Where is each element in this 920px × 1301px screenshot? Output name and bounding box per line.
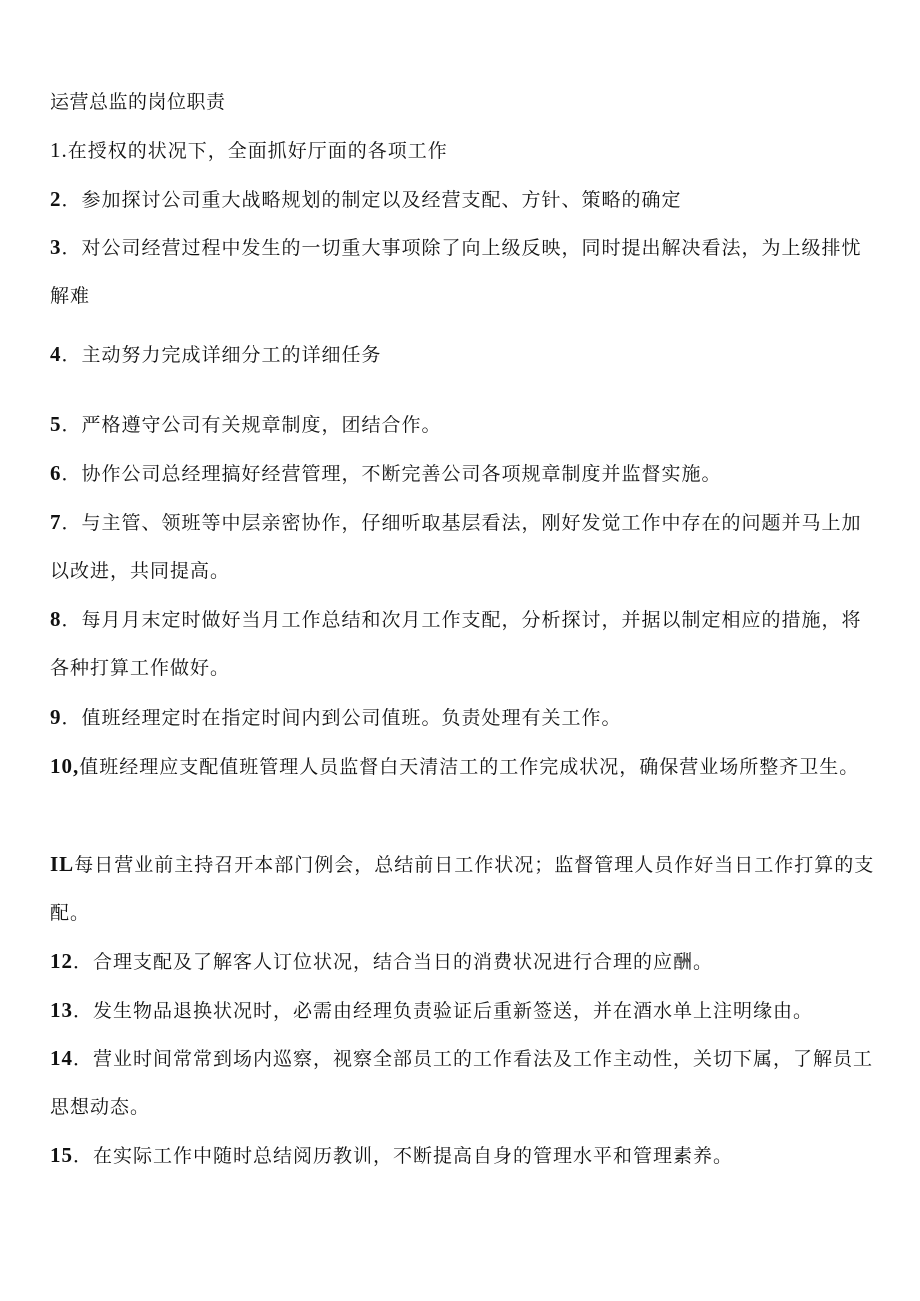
item-number: 12: [50, 949, 73, 973]
item-text: ．在实际工作中随时总结阅历教训，不断提高自身的管理水平和管理素养。: [73, 1145, 734, 1167]
item-text: 在授权的状况下，全面抓好厅面的各项工作: [67, 140, 448, 162]
item-text: 每日营业前主持召开本部门例会，总结前日工作状况；监督管理人员作好当日工作打算的支配。: [50, 854, 875, 924]
list-item: [50, 498, 880, 595]
item-number: 4: [50, 342, 62, 366]
item-text: ．严格遵守公司有关规章制度，团结合作。: [61, 414, 442, 436]
list-item: [50, 449, 880, 498]
item-text: ．对公司经营过程中发生的一切重大事项除了向上级反映，同时提出解决看法，为上级排忧解难: [50, 237, 862, 307]
list-item: [50, 595, 880, 692]
list-item: [50, 937, 880, 986]
item-number: 7: [50, 510, 62, 534]
item-text: ．协作公司总经理搞好经营管理，不断完善公司各项规章制度并监督实施。: [61, 463, 722, 485]
item-number: 15: [50, 1143, 73, 1167]
item-number: 8: [50, 607, 62, 631]
item-text: ．与主管、领班等中层亲密协作，仔细听取基层看法，刚好发觉工作中存在的问题并马上加以改进，共同提高。: [50, 512, 862, 582]
document-title: 运营总监的岗位职责: [50, 91, 226, 113]
item-number: 5: [50, 412, 62, 436]
list-item: [50, 693, 880, 742]
item-text: ．每月月末定时做好当月工作总结和次月工作支配，分析探讨，并据以制定相应的措施，将各种打算工作做好。: [50, 609, 862, 679]
item-text: ．合理支配及了解客人订位状况，结合当日的消费状况进行合理的应酬。: [73, 951, 714, 973]
item-number: IL: [50, 852, 75, 876]
item-text: ．主动努力完成详细分工的详细任务: [61, 344, 382, 366]
list-item: [50, 126, 880, 175]
item-text: ．参加探讨公司重大战略规划的制定以及经营支配、方针、策略的确定: [61, 189, 682, 211]
item-text: 值班经理应支配值班管理人员监督白天清洁工的工作完成状况，确保营业场所整齐卫生。: [79, 756, 860, 778]
item-text: ．营业时间常常到场内巡察，视察全部员工的工作看法及工作主动性，关切下属，了解员工思想动态。: [50, 1048, 874, 1118]
list-item: [50, 1034, 880, 1131]
item-number: 2: [50, 187, 62, 211]
item-number: 10,: [50, 754, 80, 778]
list-item: [50, 400, 880, 449]
list-item: [50, 223, 880, 320]
item-number: 9: [50, 705, 62, 729]
list-item: [50, 986, 880, 1035]
item-number: 6: [50, 461, 62, 485]
item-number: 3: [50, 235, 62, 259]
list-item: [50, 742, 880, 791]
list-item: [50, 330, 880, 379]
item-number: 14: [50, 1046, 73, 1070]
list-item: [50, 1131, 880, 1180]
item-text: ．发生物品退换状况时，必需由经理负责验证后重新签送，并在酒水单上注明缘由。: [73, 1000, 814, 1022]
item-number: 1.: [50, 138, 68, 162]
item-text: ．值班经理定时在指定时间内到公司值班。负责处理有关工作。: [61, 707, 622, 729]
item-number: 13: [50, 998, 73, 1022]
list-item: [50, 840, 880, 937]
list-item: [50, 175, 880, 224]
